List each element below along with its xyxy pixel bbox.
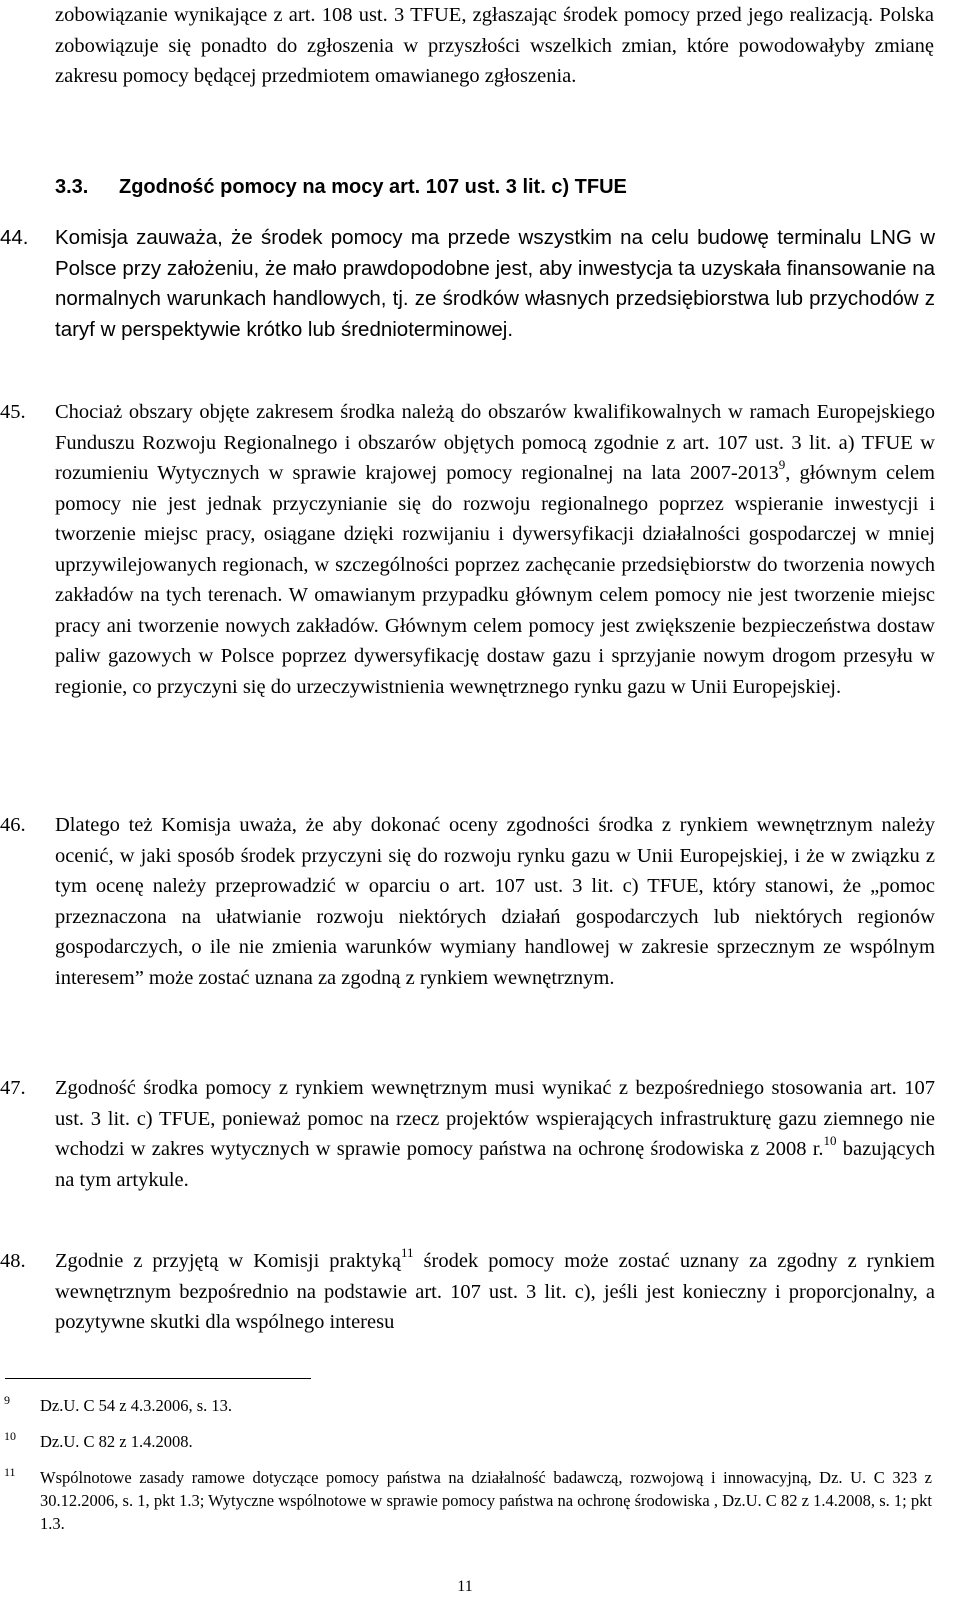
footnote-ref: 10 (823, 1133, 837, 1149)
paragraph-number: 44. (0, 226, 29, 249)
paragraph-text-part: bazujących na tym artykule. (55, 1138, 935, 1191)
paragraph-text-part: środek pomocy może zostać uznany za zgodny z rynkiem wewnętrznym bezpośrednio na podstawie art. 107 ust. 3 lit. c), jeśli jest konieczny i proporcjonalny, a pozytywne skutki dla wspólnego interesu (55, 1250, 935, 1333)
paragraph-number: 45. (0, 401, 26, 423)
footnote-ref: 9 (778, 457, 786, 473)
footnote-number: 11 (4, 1465, 16, 1479)
paragraph-text-part: Zgodność środka pomocy z rynkiem wewnętrznym musi wynikać z bezpośredniego stosowania art. 107 ust. 3 lit. c) TFUE, ponieważ pomoc na rzecz projektów wspierających infrastrukturę gazu ziemnego nie wchodzi w zakres wytycznych w sprawie pomocy państwa na ochronę środowiska z 2008 r. (55, 1077, 935, 1160)
footnote-9 (4, 1393, 932, 1417)
section-heading (55, 172, 935, 202)
paragraph-45 (0, 397, 935, 702)
paragraph-number: 47. (0, 1077, 26, 1099)
section-number: 3.3. (55, 176, 89, 198)
paragraph-47 (0, 1073, 935, 1195)
footnote-number: 9 (4, 1393, 10, 1407)
page-number: 11 (457, 1578, 473, 1595)
footnote-text: Dz.U. C 54 z 4.3.2006, s. 13. (40, 1396, 233, 1415)
paragraph-text: Komisja zauważa, że środek pomocy ma przede wszystkim na celu budowę terminalu LNG w Polsce przy założeniu, że mało prawdopodobne jest, aby inwestycja ta uzyskała finansowanie na normalnych warunkach handlowych, tj. ze środków własnych przedsiębiorstwa lub przychodów z taryf w perspektywie krótko lub średnioterminowej. (55, 226, 935, 341)
footnote-11 (4, 1465, 932, 1535)
paragraph-number: 48. (0, 1250, 26, 1272)
paragraph-number: 46. (0, 814, 26, 836)
paragraph-48 (0, 1245, 935, 1338)
paragraph-text (55, 1073, 935, 1195)
paragraph-text: Dlatego też Komisja uważa, że aby dokonać oceny zgodności środka z rynkiem wewnętrznym należy ocenić, w jaki sposób środek przyczyni się do rozwoju rynku gazu w Unii Europejskiej, i że w związku z tym ocenę należy przeprowadzić w oparciu o art. 107 ust. 3 lit. c) TFUE, który stanowi, że „pomoc przeznaczona na ułatwianie rozwoju niektórych działań gospodarczych lub niektórych regionów gospodarczych, o ile nie zmienia warunków wymiany handlowej w zakresie sprzecznym ze wspólnym interesem” może zostać uznana za zgodną z rynkiem wewnętrznym. (55, 814, 935, 989)
paragraph-text (55, 1246, 935, 1338)
paragraph-text-part: , głównym celem pomocy nie jest jednak przyczynianie się do rozwoju regionalnego poprzez wspieranie inwestycji i tworzenie miejsc pracy, osiągane dzięki rozwijaniu i dywersyfikacji działalności gospodarczej w mniej uprzywilejowanych regionach, w szczególności poprzez zachęcanie przedsiębiorstw do tworzenia nowych zakładów na tych terenach. W omawianym przypadku głównym celem pomocy nie jest tworzenie miejsc pracy ani tworzenie nowych zakładów. Głównym celem pomocy jest zwiększenie bezpieczeństwa dostaw paliw gazowych w Polsce poprzez dywersyfikację dostaw gazu i sprzyjanie nowym drogom przesyłu w regionie, co przyczyni się do urzeczywistnienia wewnętrznego rynku gazu w Unii Europejskiej. (55, 462, 935, 698)
paragraph-text (55, 397, 935, 702)
paragraph-text-part: Zgodnie z przyjętą w Komisji praktyką (55, 1250, 402, 1272)
footnote-number: 10 (4, 1429, 16, 1443)
paragraph-46 (0, 810, 935, 993)
footnote-separator (5, 1378, 311, 1379)
intro-paragraph: zobowiązanie wynikające z art. 108 ust. 3 TFUE, zgłaszając środek pomocy przed jego realizacją. Polska zobowiązuje się ponadto do zgłoszenia w przyszłości wszelkich zmian, które powodowałyby zmianę zakresu pomocy będącej przedmiotem omawianego zgłoszenia. (55, 4, 934, 87)
section-title: Zgodność pomocy na mocy art. 107 ust. 3 lit. c) TFUE (119, 176, 627, 198)
paragraph-44 (0, 223, 935, 345)
footnote-text: Dz.U. C 82 z 1.4.2008. (40, 1432, 193, 1451)
footnote-10 (4, 1429, 932, 1453)
footnote-ref: 11 (401, 1245, 414, 1261)
paragraph-text-part: Chociaż obszary objęte zakresem środka należą do obszarów kwalifikowalnych w ramach Europejskiego Funduszu Rozwoju Regionalnego i obszarów objętych pomocą zgodnie z art. 107 ust. 3 lit. a) TFUE w rozumieniu Wytycznych w sprawie krajowej pomocy regionalnej na lata 2007-2013 (55, 401, 935, 484)
footnote-text: Wspólnotowe zasady ramowe dotyczące pomocy państwa na działalność badawczą, rozwojową i innowacyjną, Dz. U. C 323 z 30.12.2006, s. 1, pkt 1.3; Wytyczne wspólnotowe w sprawie pomocy państwa na ochronę środowiska , Dz.U. C 82 z 1.4.2008, s. 1; pkt 1.3. (40, 1468, 932, 1533)
